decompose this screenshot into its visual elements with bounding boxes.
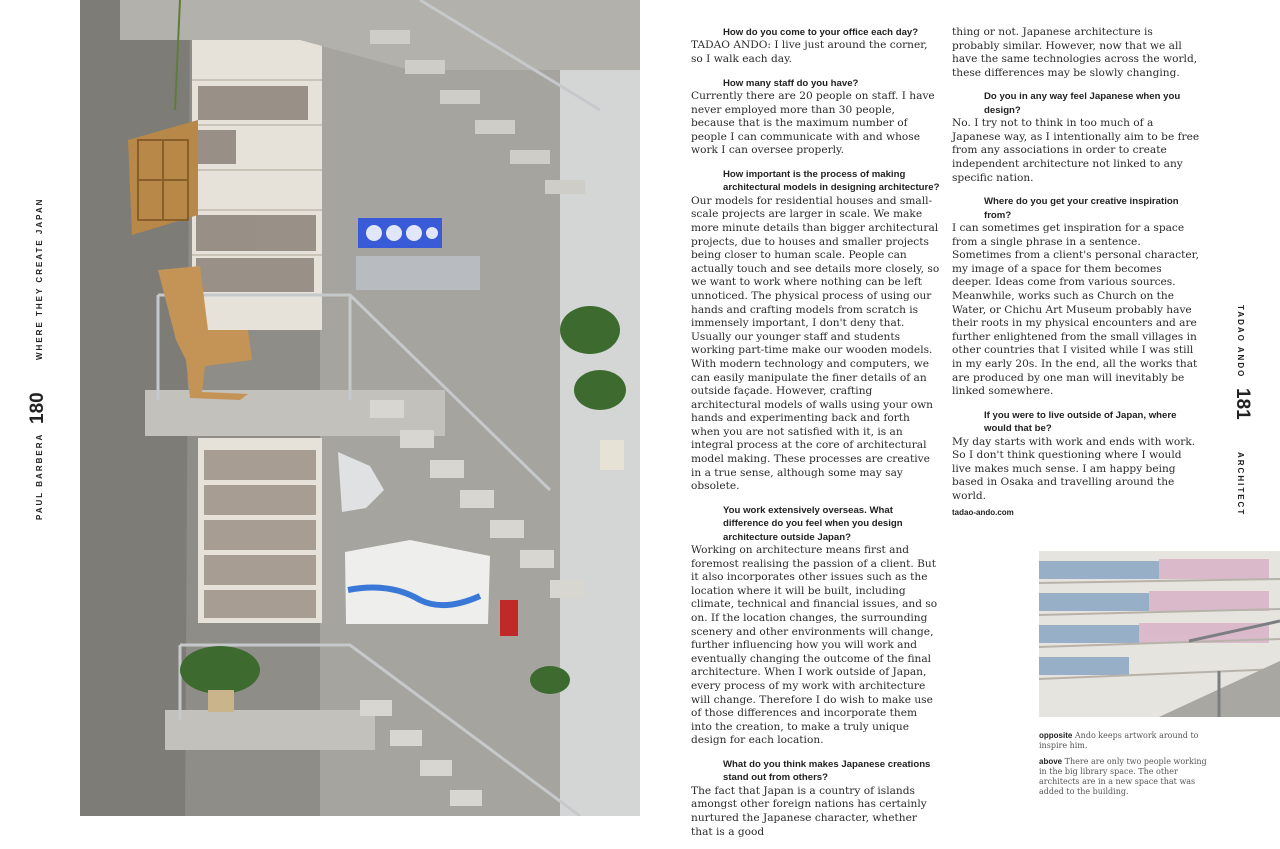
- library-photo: [1039, 551, 1280, 717]
- subject-category: ARCHITECT: [1236, 452, 1245, 517]
- caption-above-text: There are only two people working in the big library space. The other architects are in a new space that was added to the building.: [1039, 757, 1207, 796]
- question-inspiration: Where do you get your creative inspiration from?: [984, 196, 1179, 221]
- question-staff: How many staff do you have?: [723, 77, 859, 89]
- website-link[interactable]: tadao-ando.com: [952, 508, 1014, 518]
- stairwell-photo: [80, 0, 640, 816]
- answer-japanese-creations: The fact that Japan is a country of islands amongst other foreign nations has certainly nurtured the Japanese character, whether that is a good: [691, 784, 927, 838]
- question-feel-japanese: Do you in any way feel Japanese when you design?: [984, 91, 1181, 116]
- author-name: PAUL BARBERA: [35, 432, 44, 520]
- caption-opposite-label: opposite: [1039, 731, 1073, 740]
- answer-feel-japanese: No. I try not to think in too much of a Japanese way, as I intentionally aim to be free from any associations in order to create independent architecture not linked to any specific nation.: [952, 117, 1200, 184]
- interview-column-2: [952, 26, 1202, 520]
- interview-column-1: [691, 26, 941, 849]
- answer-models: Our models for residential houses and small-scale projects are larger in scale. We make more minute details than bigger architectural projects, due to houses and smaller projects being closer to human scale. People can actually touch and see details more closely, so we want to work where nothing can be left unnoticed. The physical process of using our hands and crafting models from scratch is immensely important, I don't deny that. Usually our younger staff and students working part-time make our wooden models. With modern technology and computers, we can easily manipulate the finer details of an outside façade. However, crafting architectural models of walls using your own hands and experimenting back and forth when you are not satisfied with it, is an integral process at the core of architectural model making. These processes are creative in a true sense, although some may say obsolete.: [691, 194, 940, 493]
- caption-above: [1039, 757, 1209, 797]
- question-models: How important is the process of making architectural models in designing architecture?: [723, 168, 940, 194]
- caption-opposite: [1039, 731, 1209, 751]
- subject-name: TADAO ANDO: [1236, 305, 1245, 379]
- answer-commute: TADAO ANDO: I live just around the corner, so I walk each day.: [691, 39, 928, 65]
- page-number-left: 180: [27, 392, 48, 424]
- question-overseas: You work extensively overseas. What difference do you feel when you design architecture outside Japan?: [723, 504, 903, 543]
- caption-opposite-text: Ando keeps artwork around to inspire him.: [1039, 731, 1199, 750]
- question-commute: How do you come to your office each day?: [723, 27, 919, 38]
- question-japanese-creations: What do you think makes Japanese creations stand out from others?: [723, 758, 931, 784]
- answer-japanese-creations-continued: thing or not. Japanese architecture is probably similar. However, now that we all have the same technologies across the world, these differences may be slowly changing.: [952, 26, 1198, 79]
- answer-overseas: Working on architecture means first and foremost realising the passion of a client. But it also incorporates other issues such as the location where it will be built, including climate, technical and financial issues, and so on. If the location changes, the surrounding scenery and other environments will change, further influencing how you will work and eventually changing the outcome of the final architecture. When I work outside of Japan, every process of my work with architecture will change. Therefore I do wish to make use of those differences and incorporate them into the creation, to make a truly unique design for each location.: [691, 544, 938, 747]
- answer-live-outside: My day starts with work and ends with work. So I don't think questioning where I would live makes much sense. I am happy being based in Osaka and travelling around the world.: [952, 435, 1196, 502]
- answer-inspiration: I can sometimes get inspiration for a space from a single phrase in a sentence. Sometimes from a client's personal character, my image of a space for them becomes deeper. Ideas come from various sources. Meanwhile, works such as Church on the Water, or Chichu Art Museum probably have their roots in my physical encounters and are further enlightened from the small villages in other countries that I visited while I was still in my early 20s. In the end, all the works that are produced by one man will inevitably be linked somewhere.: [952, 221, 1199, 398]
- answer-staff: Currently there are 20 people on staff. I have never employed more than 30 people, because that is the maximum number of people I can communicate with and whose work I can oversee properly.: [691, 90, 935, 157]
- question-live-outside: If you were to live outside of Japan, where would that be?: [984, 409, 1177, 435]
- page-number-right: 181: [1232, 388, 1253, 420]
- series-title: WHERE THEY CREATE JAPAN: [35, 197, 44, 360]
- caption-above-label: above: [1039, 757, 1063, 766]
